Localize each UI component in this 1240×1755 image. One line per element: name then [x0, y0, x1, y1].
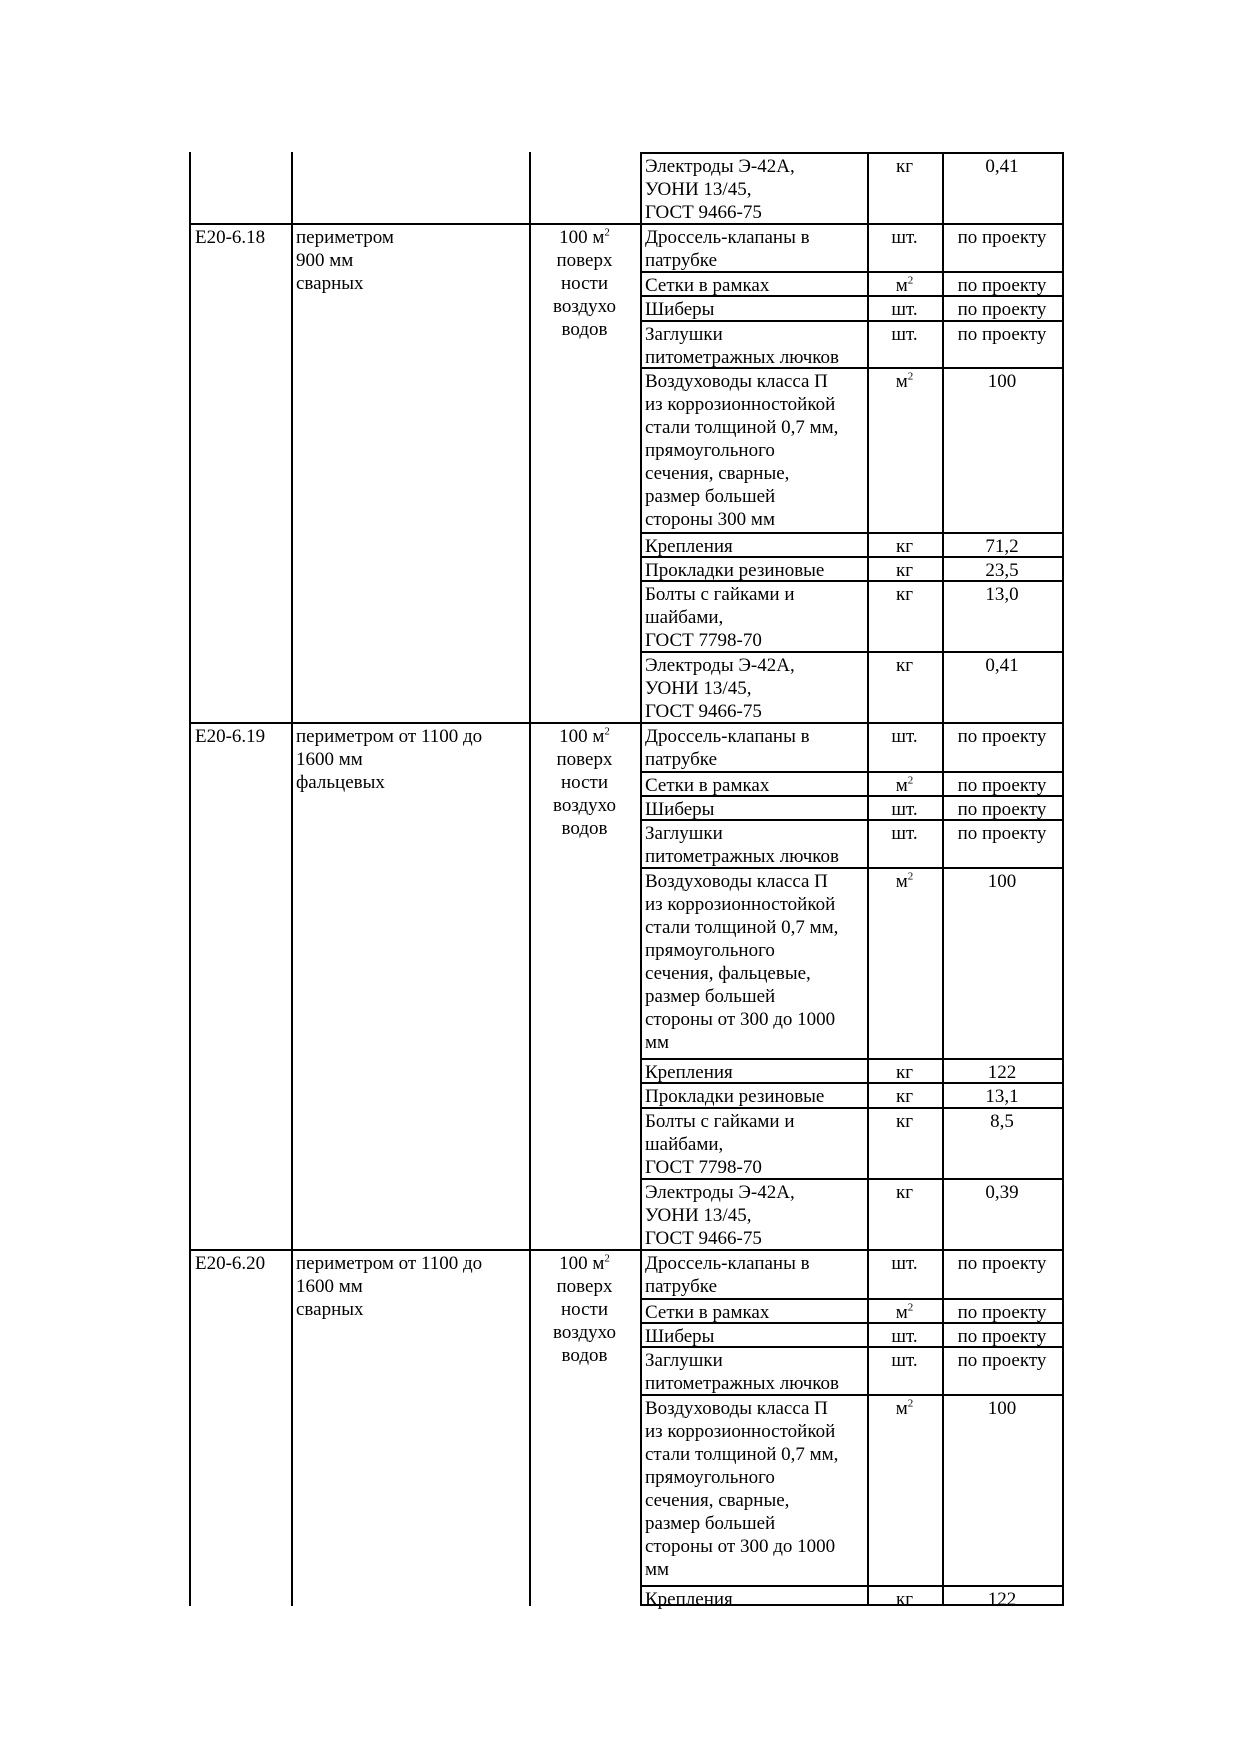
- material-name-cell-line: Заглушки: [645, 1350, 723, 1371]
- material-name-cell-line: ГОСТ 9466-75: [645, 202, 762, 223]
- material-name-cell: [645, 774, 769, 797]
- material-unit-cell-line: кг: [895, 156, 914, 177]
- material-qty-cell: [944, 1085, 1060, 1108]
- material-qty-cell-line: по проекту: [957, 227, 1047, 248]
- code-cell-line: Е20-6.19: [195, 726, 266, 747]
- code-cell-line: Е20-6.20: [195, 1253, 266, 1274]
- material-qty-cell-line: 122: [987, 1589, 1017, 1610]
- material-qty-cell: [944, 870, 1060, 893]
- material-unit-cell: [869, 798, 940, 821]
- material-qty-cell-line: 100: [987, 371, 1017, 392]
- material-qty-cell-line: 100: [987, 1398, 1017, 1419]
- description-cell-line: 1600 мм: [296, 749, 363, 770]
- material-unit-cell: [869, 774, 940, 797]
- material-unit-cell: [869, 583, 940, 606]
- material-name-cell-line: Воздуховоды класса П: [645, 1398, 828, 1419]
- unit-cell-line: поверх: [556, 250, 613, 271]
- material-name-cell: [645, 1061, 733, 1084]
- material-name-cell: [645, 822, 839, 868]
- group-border-1: [189, 722, 642, 724]
- material-unit-cell-line: кг: [895, 1086, 914, 1107]
- material-unit-cell: [869, 370, 940, 393]
- material-name-cell: [645, 370, 838, 531]
- material-name-cell-line: шайбами,: [645, 1134, 724, 1155]
- material-unit-cell-line: шт.: [891, 799, 918, 820]
- material-qty-cell: [944, 535, 1060, 558]
- unit-cell-line: воздухо: [553, 296, 616, 317]
- material-qty-cell-line: 23,5: [985, 560, 1019, 581]
- material-unit-cell-line: кг: [895, 1589, 914, 1610]
- column-border-1: [291, 152, 293, 1606]
- description-cell-line: 1600 мм: [296, 1276, 363, 1297]
- material-qty-cell-line: по проекту: [957, 1253, 1047, 1274]
- material-name-cell: [645, 1325, 714, 1348]
- material-name-cell-line: Шиберы: [645, 799, 715, 820]
- material-name-cell-line: Воздуховоды класса П: [645, 371, 828, 392]
- material-name-cell-line: Сетки в рамках: [645, 1302, 770, 1323]
- material-qty-cell-line: 122: [987, 1062, 1017, 1083]
- material-qty-cell: [944, 1252, 1060, 1275]
- unit-cell-line: 100 $м^2$: [559, 725, 610, 747]
- row-border-24: [640, 1585, 1064, 1587]
- material-name-cell: [645, 559, 824, 582]
- material-name-cell-line: стороны от 300 до 1000: [645, 1536, 836, 1557]
- unit-cell: [531, 725, 638, 840]
- description-cell-line: сварных: [296, 273, 364, 294]
- material-name-cell-line: Электроды Э-42А,: [645, 156, 795, 177]
- material-unit-cell: [869, 725, 940, 748]
- material-name-cell-line: стороны 300 мм: [645, 509, 775, 530]
- material-name-cell: [645, 323, 839, 369]
- material-name-cell-line: питометражных лючков: [645, 846, 840, 867]
- material-name-cell: [645, 1110, 795, 1179]
- material-qty-cell: [944, 298, 1060, 321]
- material-name-cell-line: ГОСТ 7798-70: [645, 1157, 762, 1178]
- material-name-cell-line: Крепления: [645, 1062, 733, 1083]
- material-name-cell-line: патрубке: [645, 749, 718, 770]
- material-name-cell-line: УОНИ 13/45,: [645, 1205, 752, 1226]
- material-qty-cell-line: по проекту: [957, 1302, 1047, 1323]
- material-name-cell-line: УОНИ 13/45,: [645, 179, 752, 200]
- unit-cell-line: водов: [561, 1345, 608, 1366]
- material-unit-cell-line: кг: [895, 1111, 914, 1132]
- material-unit-cell: [869, 323, 940, 346]
- material-unit-cell-line: кг: [895, 1062, 914, 1083]
- material-name-cell-line: ГОСТ 9466-75: [645, 701, 762, 722]
- material-qty-cell-line: 0,41: [985, 156, 1019, 177]
- material-name-cell-line: патрубке: [645, 1276, 718, 1297]
- row-border-11: [640, 771, 1064, 773]
- unit-cell-line: ности: [560, 772, 609, 793]
- material-qty-cell: [944, 226, 1060, 249]
- material-name-cell-line: сечения, сварные,: [645, 1490, 790, 1511]
- material-qty-cell: [944, 1110, 1060, 1133]
- column-border-0: [189, 152, 191, 1606]
- group-border-2: [189, 1249, 642, 1251]
- material-name-cell-line: Прокладки резиновые: [645, 1086, 825, 1107]
- unit-cell-line: водов: [561, 818, 608, 839]
- material-qty-cell: [944, 370, 1060, 393]
- material-unit-cell-line: $м^2$: [895, 370, 914, 392]
- material-name-cell-line: из коррозионностойкой: [645, 1421, 836, 1442]
- description-cell: [296, 1252, 482, 1321]
- material-unit-cell: [869, 1325, 940, 1348]
- row-border-15: [640, 1058, 1064, 1060]
- material-qty-cell-line: 100: [987, 871, 1017, 892]
- material-name-cell: [645, 226, 810, 272]
- material-name-cell: [645, 1181, 795, 1250]
- material-name-cell-line: размер большей: [645, 1513, 776, 1534]
- code-cell-line: Е20-6.18: [195, 227, 266, 248]
- unit-cell: [531, 226, 638, 341]
- material-name-cell-line: питометражных лючков: [645, 1373, 840, 1394]
- material-name-cell-line: Электроды Э-42А,: [645, 1182, 795, 1203]
- material-name-cell-line: УОНИ 13/45,: [645, 678, 752, 699]
- row-border-6: [640, 532, 1064, 534]
- material-name-cell: [645, 870, 838, 1054]
- material-qty-cell: [944, 274, 1060, 297]
- material-name-cell: [645, 1397, 838, 1581]
- material-name-cell-line: шайбами,: [645, 607, 724, 628]
- material-unit-cell: [869, 559, 940, 582]
- material-qty-cell-line: по проекту: [957, 1326, 1047, 1347]
- material-name-cell-line: стали толщиной 0,7 мм,: [645, 417, 839, 438]
- material-name-cell-line: Сетки в рамках: [645, 775, 770, 796]
- material-qty-cell: [944, 323, 1060, 346]
- material-qty-cell: [944, 654, 1060, 677]
- description-cell-line: сварных: [296, 1299, 364, 1320]
- row-border-0: [640, 152, 1064, 154]
- material-name-cell: [645, 725, 810, 771]
- material-name-cell: [645, 1349, 839, 1395]
- material-name-cell-line: Болты с гайками и: [645, 584, 795, 605]
- material-qty-cell-line: по проекту: [957, 324, 1047, 345]
- material-unit-cell-line: шт.: [891, 299, 918, 320]
- description-cell-line: 900 мм: [296, 250, 354, 271]
- material-unit-cell: [869, 1085, 940, 1108]
- material-name-cell-line: из коррозионностойкой: [645, 894, 836, 915]
- material-qty-cell-line: 71,2: [985, 536, 1019, 557]
- material-name-cell-line: Прокладки резиновые: [645, 560, 825, 581]
- material-qty-cell: [944, 822, 1060, 845]
- material-qty-cell: [944, 798, 1060, 821]
- material-name-cell-line: Дроссель-клапаны в: [645, 1253, 810, 1274]
- material-unit-cell-line: шт.: [891, 726, 918, 747]
- material-unit-cell-line: шт.: [891, 324, 918, 345]
- material-name-cell-line: Электроды Э-42А,: [645, 655, 795, 676]
- material-qty-cell: [944, 1061, 1060, 1084]
- unit-cell: [531, 1252, 638, 1367]
- material-unit-cell: [869, 654, 940, 677]
- material-unit-cell: [869, 1061, 940, 1084]
- unit-cell-line: 100 $м^2$: [559, 226, 610, 248]
- material-qty-cell-line: по проекту: [957, 799, 1047, 820]
- material-qty-cell-line: по проекту: [957, 299, 1047, 320]
- material-name-cell-line: мм: [645, 1559, 670, 1580]
- material-name-cell-line: Заглушки: [645, 324, 723, 345]
- material-name-cell-line: ГОСТ 9466-75: [645, 1228, 762, 1249]
- material-unit-cell: [869, 1181, 940, 1204]
- material-unit-cell: [869, 155, 940, 178]
- material-unit-cell: [869, 535, 940, 558]
- material-name-cell: [645, 155, 795, 224]
- material-qty-cell: [944, 725, 1060, 748]
- material-qty-cell-line: 0,39: [985, 1182, 1019, 1203]
- material-unit-cell: [869, 1301, 940, 1324]
- material-name-cell: [645, 298, 714, 321]
- material-name-cell-line: стали толщиной 0,7 мм,: [645, 1444, 839, 1465]
- material-name-cell-line: Заглушки: [645, 823, 723, 844]
- material-name-cell: [645, 535, 733, 558]
- material-name-cell-line: Шиберы: [645, 299, 715, 320]
- material-unit-cell-line: шт.: [891, 227, 918, 248]
- column-border-2: [529, 152, 531, 1606]
- material-unit-cell-line: кг: [895, 536, 914, 557]
- material-qty-cell: [944, 1588, 1060, 1611]
- material-qty-cell: [944, 583, 1060, 606]
- description-cell-line: фальцевых: [296, 772, 385, 793]
- material-unit-cell-line: $м^2$: [895, 870, 914, 892]
- material-name-cell-line: прямоугольного: [645, 1467, 775, 1488]
- material-unit-cell: [869, 1110, 940, 1133]
- code-cell: [195, 725, 265, 748]
- unit-cell-line: водов: [561, 319, 608, 340]
- material-name-cell: [645, 654, 795, 723]
- material-unit-cell: [869, 870, 940, 893]
- material-qty-cell-line: по проекту: [957, 726, 1047, 747]
- material-qty-cell: [944, 155, 1060, 178]
- material-unit-cell-line: $м^2$: [895, 774, 914, 796]
- material-qty-cell: [944, 1397, 1060, 1420]
- material-unit-cell-line: кг: [895, 584, 914, 605]
- material-name-cell-line: мм: [645, 1032, 670, 1053]
- column-border-6: [1062, 152, 1064, 1606]
- material-qty-cell-line: по проекту: [957, 1350, 1047, 1371]
- material-name-cell-line: из коррозионностойкой: [645, 394, 836, 415]
- material-name-cell-line: Воздуховоды класса П: [645, 871, 828, 892]
- material-unit-cell-line: шт.: [891, 1253, 918, 1274]
- material-name-cell-line: Крепления: [645, 1589, 733, 1610]
- code-cell: [195, 1252, 265, 1275]
- material-name-cell-line: сечения, фальцевые,: [645, 963, 811, 984]
- material-unit-cell-line: шт.: [891, 823, 918, 844]
- material-qty-cell: [944, 1349, 1060, 1372]
- material-name-cell: [645, 798, 714, 821]
- code-cell: [195, 226, 265, 249]
- unit-cell-line: ности: [560, 1299, 609, 1320]
- material-unit-cell: [869, 1252, 940, 1275]
- material-unit-cell: [869, 274, 940, 297]
- material-qty-cell-line: 8,5: [990, 1111, 1014, 1132]
- unit-cell-line: воздухо: [553, 795, 616, 816]
- material-qty-cell: [944, 1301, 1060, 1324]
- material-name-cell-line: размер большей: [645, 486, 776, 507]
- unit-cell-line: воздухо: [553, 1322, 616, 1343]
- material-qty-cell: [944, 1181, 1060, 1204]
- material-unit-cell: [869, 298, 940, 321]
- description-cell: [296, 725, 482, 794]
- description-cell-line: периметром: [296, 227, 394, 248]
- group-border-0: [189, 223, 642, 225]
- material-name-cell-line: питометражных лючков: [645, 347, 840, 368]
- row-border-20: [640, 1298, 1064, 1300]
- description-cell-line: периметром от 1100 до: [296, 1253, 483, 1274]
- unit-cell-line: 100 $м^2$: [559, 1252, 610, 1274]
- material-qty-cell: [944, 1325, 1060, 1348]
- material-name-cell: [645, 583, 795, 652]
- material-name-cell-line: Сетки в рамках: [645, 275, 770, 296]
- material-unit-cell-line: шт.: [891, 1350, 918, 1371]
- material-name-cell-line: прямоугольного: [645, 940, 775, 961]
- material-unit-cell-line: $м^2$: [895, 1397, 914, 1419]
- material-qty-cell-line: 13,1: [985, 1086, 1019, 1107]
- material-name-cell-line: сечения, сварные,: [645, 463, 790, 484]
- material-unit-cell-line: $м^2$: [895, 1301, 914, 1323]
- material-name-cell-line: размер большей: [645, 986, 776, 1007]
- material-name-cell: [645, 1252, 810, 1298]
- material-name-cell-line: Дроссель-клапаны в: [645, 726, 810, 747]
- material-name-cell-line: патрубке: [645, 250, 718, 271]
- material-unit-cell: [869, 226, 940, 249]
- material-unit-cell-line: кг: [895, 655, 914, 676]
- material-qty-cell-line: по проекту: [957, 275, 1047, 296]
- material-name-cell-line: Шиберы: [645, 1326, 715, 1347]
- material-name-cell-line: Крепления: [645, 536, 733, 557]
- material-unit-cell: [869, 1588, 940, 1611]
- material-unit-cell-line: кг: [895, 1182, 914, 1203]
- material-name-cell: [645, 1301, 769, 1324]
- material-name-cell-line: Болты с гайками и: [645, 1111, 795, 1132]
- material-name-cell-line: ГОСТ 7798-70: [645, 630, 762, 651]
- material-name-cell: [645, 274, 769, 297]
- column-border-3: [640, 152, 642, 1606]
- material-qty-cell: [944, 774, 1060, 797]
- material-qty-cell-line: 13,0: [985, 584, 1019, 605]
- material-name-cell-line: прямоугольного: [645, 440, 775, 461]
- material-name-cell-line: стороны от 300 до 1000: [645, 1009, 836, 1030]
- unit-cell-line: ности: [560, 273, 609, 294]
- unit-cell-line: поверх: [556, 1276, 613, 1297]
- material-unit-cell: [869, 822, 940, 845]
- description-cell: [296, 226, 394, 295]
- material-unit-cell-line: кг: [895, 560, 914, 581]
- material-qty-cell: [944, 559, 1060, 582]
- material-qty-cell-line: 0,41: [985, 655, 1019, 676]
- material-unit-cell: [869, 1349, 940, 1372]
- material-qty-cell-line: по проекту: [957, 775, 1047, 796]
- material-name-cell: [645, 1588, 733, 1611]
- material-unit-cell-line: $м^2$: [895, 274, 914, 296]
- material-qty-cell-line: по проекту: [957, 823, 1047, 844]
- description-cell-line: периметром от 1100 до: [296, 726, 483, 747]
- material-name-cell-line: стали толщиной 0,7 мм,: [645, 917, 839, 938]
- material-name-cell-line: Дроссель-клапаны в: [645, 227, 810, 248]
- material-unit-cell: [869, 1397, 940, 1420]
- unit-cell-line: поверх: [556, 749, 613, 770]
- material-name-cell: [645, 1085, 824, 1108]
- material-unit-cell-line: шт.: [891, 1326, 918, 1347]
